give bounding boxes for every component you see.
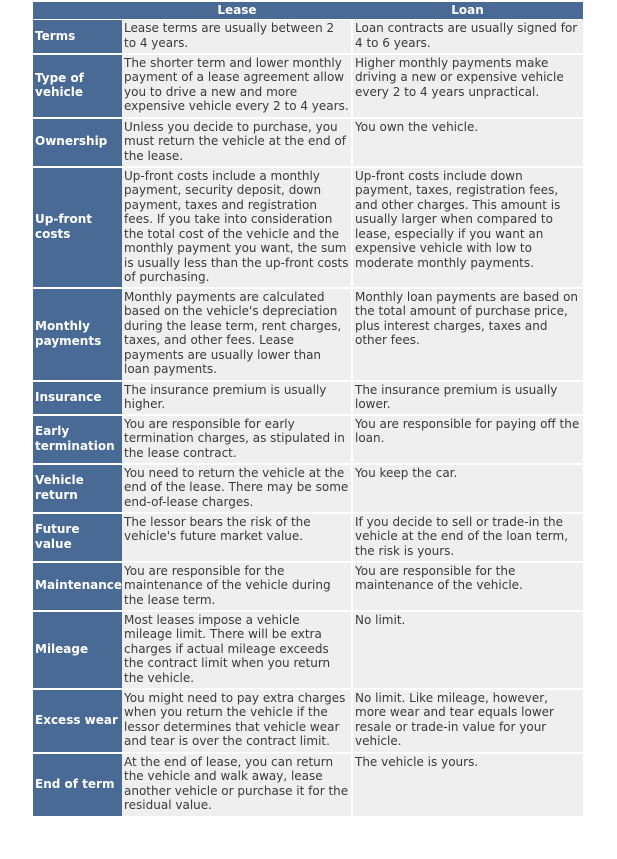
row-label-maintenance: Maintenance [33,562,122,611]
lease-cell: Lease terms are usually between 2 to 4 years. [122,20,352,54]
loan-cell: You own the vehicle. [352,118,583,167]
table-row [33,167,583,288]
row-label-vehicle-return: Vehicle return [33,464,122,513]
row-label-future-value: Future value [33,513,122,562]
lease-vs-loan-table [33,2,583,818]
table-row [33,381,583,415]
lease-cell: Most leases impose a vehicle mileage limit. There will be extra charges if actual mileage exceeds the contract limit when you return the vehicle. [122,611,352,689]
table-row [33,54,583,118]
table-row [33,415,583,464]
loan-cell: You are responsible for paying off the loan. [352,415,583,464]
table-row [33,118,583,167]
row-label-up-front-costs: Up-front costs [33,167,122,288]
header-loan: Loan [352,2,583,20]
table-row [33,513,583,562]
table-header-row [33,2,583,20]
row-label-mileage: Mileage [33,611,122,689]
lease-cell: Monthly payments are calculated based on the vehicle's depreciation during the lease term, rent charges, taxes, and other fees. Lease payments are usually lower than loan payments. [122,288,352,381]
loan-cell: No limit. Like mileage, however, more wear and tear equals lower resale or trade-in value for your vehicle. [352,689,583,753]
row-label-end-of-term: End of term [33,753,122,817]
table-row [33,20,583,54]
header-lease: Lease [122,2,352,20]
comparison-table-container [33,2,583,818]
row-label-insurance: Insurance [33,381,122,415]
loan-cell: If you decide to sell or trade-in the vehicle at the end of the loan term, the risk is yours. [352,513,583,562]
header-corner [33,2,122,20]
table-row [33,753,583,817]
loan-cell: The vehicle is yours. [352,753,583,817]
row-label-monthly-payments: Monthly payments [33,288,122,381]
loan-cell: Higher monthly payments make driving a new or expensive vehicle every 2 to 4 years unpractical. [352,54,583,118]
row-label-terms: Terms [33,20,122,54]
lease-cell: You need to return the vehicle at the end of the lease. There may be some end-of-lease charges. [122,464,352,513]
row-label-type-of-vehicle: Type of vehicle [33,54,122,118]
lease-cell: Up-front costs include a monthly payment, security deposit, down payment, taxes and registration fees. If you take into consideration the total cost of the vehicle and the monthly payment you want, the sum is usually less than the up-front costs of purchasing. [122,167,352,288]
table-row [33,288,583,381]
lease-cell: The shorter term and lower monthly payment of a lease agreement allow you to drive a new and more expensive vehicle every 2 to 4 years. [122,54,352,118]
lease-cell: You might need to pay extra charges when you return the vehicle if the lessor determines that vehicle wear and tear is over the contract limit. [122,689,352,753]
loan-cell: You are responsible for the maintenance of the vehicle. [352,562,583,611]
loan-cell: Monthly loan payments are based on the total amount of purchase price, plus interest charges, taxes and other fees. [352,288,583,381]
lease-cell: Unless you decide to purchase, you must return the vehicle at the end of the lease. [122,118,352,167]
lease-cell: You are responsible for the maintenance of the vehicle during the lease term. [122,562,352,611]
lease-cell: At the end of lease, you can return the vehicle and walk away, lease another vehicle or purchase it for the residual value. [122,753,352,817]
lease-cell: You are responsible for early termination charges, as stipulated in the lease contract. [122,415,352,464]
loan-cell: The insurance premium is usually lower. [352,381,583,415]
table-row [33,562,583,611]
row-label-ownership: Ownership [33,118,122,167]
loan-cell: No limit. [352,611,583,689]
table-row [33,464,583,513]
loan-cell: Loan contracts are usually signed for 4 to 6 years. [352,20,583,54]
lease-cell: The lessor bears the risk of the vehicle's future market value. [122,513,352,562]
table-row [33,611,583,689]
row-label-excess-wear: Excess wear [33,689,122,753]
loan-cell: You keep the car. [352,464,583,513]
row-label-early-termination: Early termination [33,415,122,464]
loan-cell: Up-front costs include down payment, taxes, registration fees, and other charges. This amount is usually larger when compared to lease, especially if you want an expensive vehicle with low to moderate monthly payments. [352,167,583,288]
lease-cell: The insurance premium is usually higher. [122,381,352,415]
table-row [33,689,583,753]
